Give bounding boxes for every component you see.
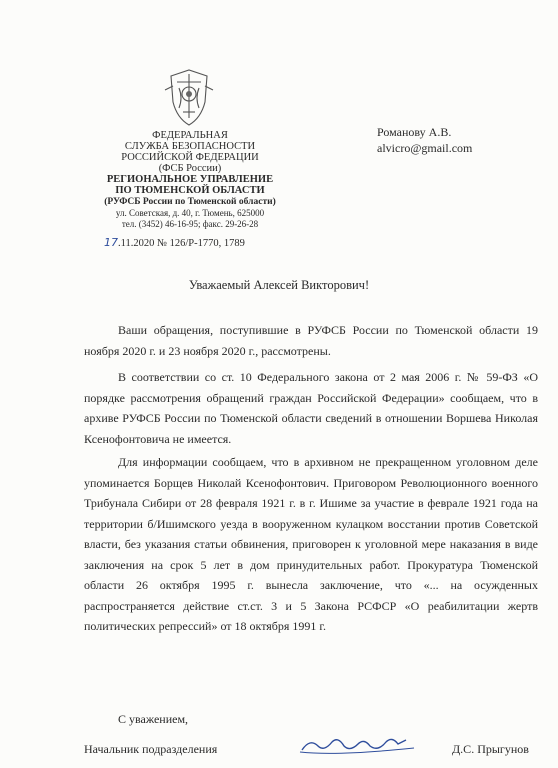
registration-day: 17: [104, 236, 118, 249]
header-line4: (ФСБ России): [158, 163, 222, 174]
header-line5: РЕГИОНАЛЬНОЕ УПРАВЛЕНИЕ: [106, 174, 274, 185]
header-address: ул. Советская, д. 40, г. Тюмень, 625000: [115, 208, 265, 218]
handwritten-signature: [298, 732, 418, 758]
addressee-name: Романову А.В.: [377, 125, 452, 139]
header-line3: РОССИЙСКОЙ ФЕДЕРАЦИИ: [121, 152, 259, 163]
fsb-emblem-icon: [163, 68, 215, 128]
signatory-title: Начальник подразделения: [84, 742, 218, 756]
addressee-email: alvicro@gmail.com: [377, 141, 473, 155]
header-line7: (РУФСБ России по Тюменской области): [104, 197, 276, 207]
registration-number: .11.2020 № 126/Р-1770, 1789: [118, 238, 245, 249]
paragraph-2: В соответствии со ст. 10 Федерального закона от 2 мая 2006 г. № 59-ФЗ «О порядке рассмотрения обращений граждан Российской Федерации» сообщаем, что в архиве РУФСБ России по Тюменской области сведений в отношении Воршева Николая Ксенофонтовича не имеется.: [84, 370, 538, 446]
header-line1: ФЕДЕРАЛЬНАЯ: [152, 130, 228, 141]
greeting: Уважаемый Алексей Викторович!: [188, 278, 370, 292]
closing: С уважением,: [118, 712, 189, 726]
signatory-name: Д.С. Прыгунов: [452, 742, 529, 756]
header-line2: СЛУЖБА БЕЗОПАСНОСТИ: [124, 141, 256, 152]
header-line6: ПО ТЮМЕНСКОЙ ОБЛАСТИ: [115, 185, 265, 196]
paragraph-1: Ваши обращения, поступившие в РУФСБ России по Тюменской области 19 ноября 2020 г. и 23 ноября 2020 г., рассмотрены.: [84, 323, 538, 358]
registration-line: [104, 236, 245, 249]
paragraph-3: Для информации сообщаем, что в архивном не прекращенном уголовном деле упоминается Борщев Николай Ксенофонтович. Приговором Революционного военного Трибунала Сибири от 28 февраля 1921 г. в г. Ишиме за участие в феврале 1921 года на территории б/Ишимского уезда в вооруженном кулацком восстании против Советской власти, без указания статьи обвинения, приговорен к уголовной мере наказания в виде заключения на срок 5 лет в дом принудительных работ. Прокуратура Тюменской области 26 октября 1995 г. вынесла заключение, что «... на осужденных распространяется действие ст.ст. 3 и 5 Закона РСФСР «О реабилитации жертв политических репрессий» от 18 октября 1991 г.: [84, 455, 538, 633]
header-phone: тел. (3452) 46-16-95; факс. 29-26-28: [121, 219, 259, 229]
